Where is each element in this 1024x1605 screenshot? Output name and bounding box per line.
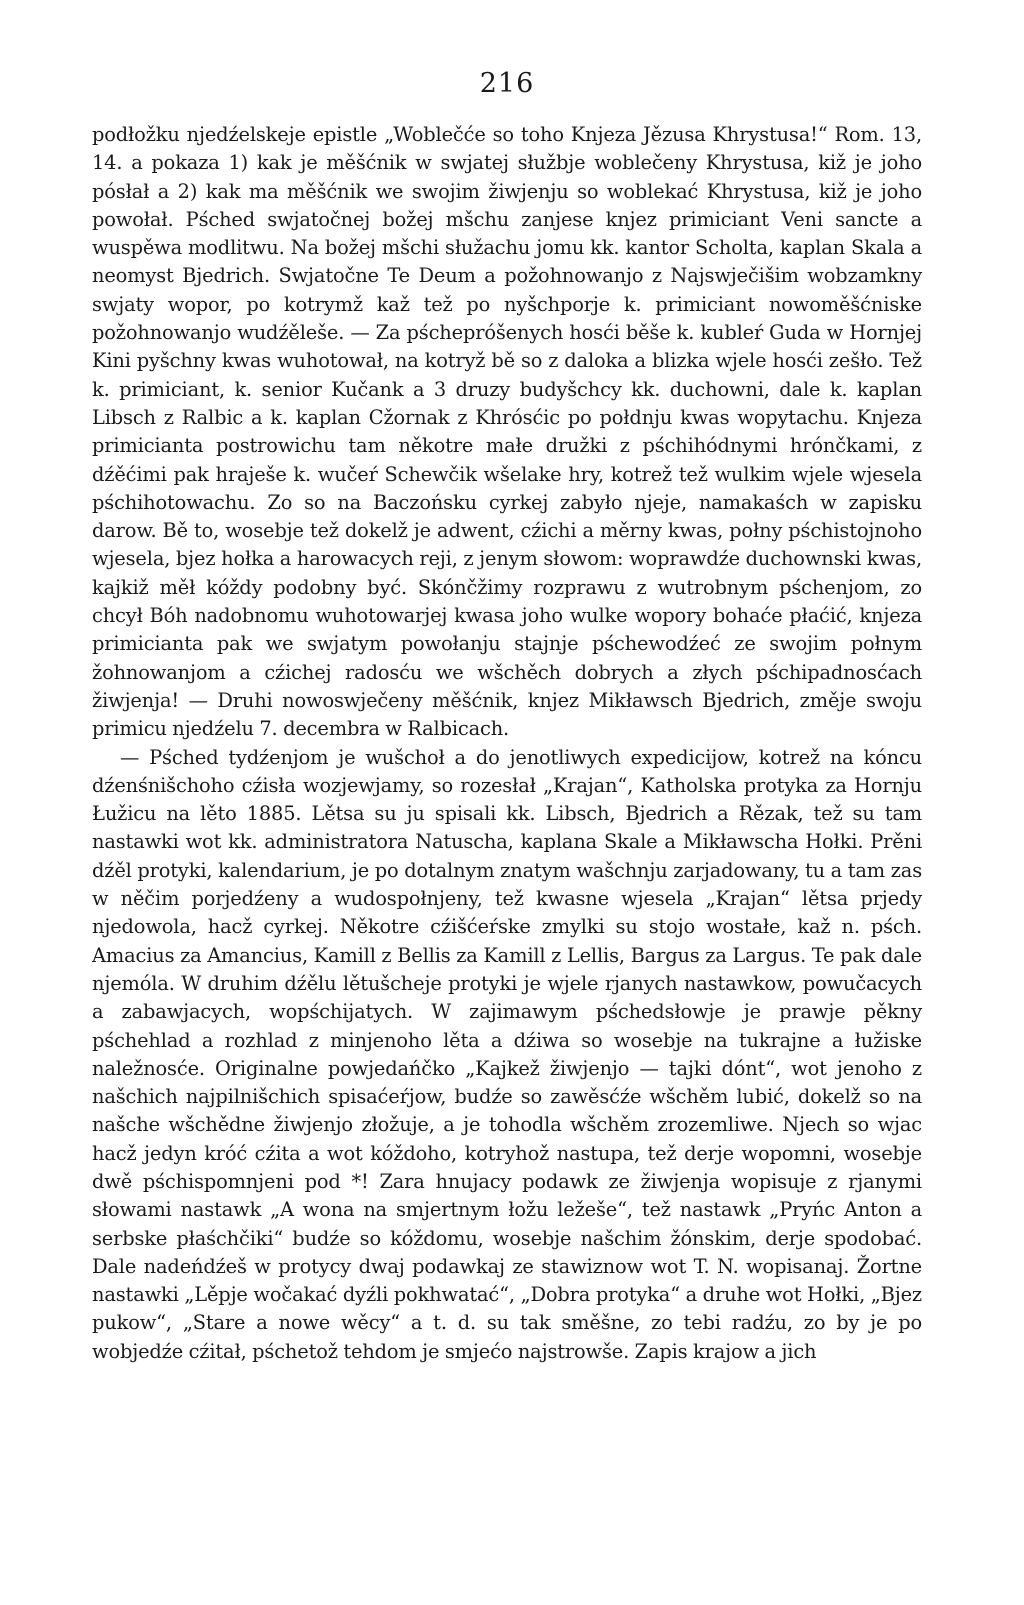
body-text bbox=[92, 121, 922, 1366]
page-number: 216 bbox=[479, 68, 535, 99]
paragraph-protyka: — Pśched tydźenjom je wušchoł a do jenotliwych expedicijow, kotrež na kóncu dźenśnišchoho cźisła wozjewjamy, so rozesłał „Krajan“, Katholska protyka za Hornju Łužicu na lěto 1885. Lětsa su ju spisali kk. Libsch, Bjedrich a Rězak, tež su tam nastawki wot kk. administratora Natuscha, kaplana Skale a Mikławscha Hołki. Prěni dźěl protyki, kalendarium, je po dotalnym znatym wašchnju zarjadowany, tu a tam zas w něčim porjedźeny a wudospołnjeny, tež kwasne wjesela „Krajan“ lětsa prjedy njedowola, hacž cyrkej. Někotre cźišćeŕske zmylki su stojo wostałe, kaž n. pśch. Amacius za Amancius, Kamill z Bellis za Kamill z Lellis, Bargus za Largus. Te pak dale njemóla. W druhim dźělu lětušcheje protyki je wjele rjanych nastawkow, powučacych a zabawjacych, wopśchijatych. W zajimawym pśchedsłowje je prawje pěkny pśchehlad a rozhlad z minjenoho lěta a dźiwa so wosebje na tukrajne a łužiske naležnosće. Originalne powjedańčko „Kajkež žiwjenjo — tajki dónt“, wot jenoho z našchich najpilnišchich spisaćeŕjow, budźe so zawěsćźe wšchěm lubić, dokelž so na našche wšchědne žiwjenjo złožuje, a je tohodla wšchěm zrozemliwe. Njech so wjac hacž jedyn króć cźita a wot kóždoho, kotryhož nastupa, tež derje wopomni, wosebje dwě pśchispomnjeni pod *! Zara hnujacy podawk ze žiwjenja wopisuje z rjanymi słowami nastawk „A wona na smjertnym łožu ležeše“, tež nastawk „Pryńc Anton a serbske płaśchčiki“ budźe so kóždomu, wosebje našchim žónskim, derje spodobać. Dale nadeńdźeš w protycy dwaj podawkaj ze stawiznow wot T. N. wopisanaj. Žortne nastawki „Lěpje wočakać dyźli pokhwatać“, „Dobra protyka“ a druhe wot Hołki, „Bjez pukow“, „Stare a nowe wěcy“ a t. d. su tak směšne, zo tebi radźu, zo by je po wobjedźe cźitał, pśchetož tehdom je smjećo najstrowše. Zapis krajow a jich bbox=[92, 745, 922, 1363]
paragraph-primicia: podłožku njedźelskeje epistle „Woblečće so toho Knjeza Jězusa Khrystusa!“ Rom. 13, 14. a pokaza 1) kak je měšćnik w swjatej słužbje woblečeny Khrystusa, kiž je joho pósłał a 2) kak ma měšćnik we swojim žiwjenju so woblekać Khrystusa, kiž je joho powołał. Pśched swjatočnej božej mšchu zanjese knjez primiciant Veni sancte a wuspěwa modlitwu. Na božej mšchi słužachu jomu kk. kantor Scholta, kaplan Skala a neomyst Bjedrich. Swjatočne Te Deum a požohnowanjo z Najswječišim wobzamkny swjaty wopor, po kotrymž kaž tež po nyšchporje k. primiciant nowoměšćniske požohnowanjo wudźěleše. — Za pśchepróšenych hosći běše k. kubleŕ Guda w Hornjej Kini pyšchny kwas wuhotował, na kotryž bě so z daloka a blizka wjele hosći zešło. Tež k. primiciant, k. senior Kučank a 3 druzy budyšchcy kk. duchowni, dale k. kaplan Libsch z Ralbic a k. kaplan Cžornak z Khrósćic po połdnju kwas wopytachu. Knjeza primicianta postrowichu tam někotre małe družki z pśchihódnymi hrónčkami, z dźěćimi pak hraješe k. wučeŕ Schewčik wšelake hry, kotrež tež wulkim wjele wjesela pśchihotowachu. Zo so na Baczońsku cyrkej zabyło njeje, namakaśch w zapisku darow. Bě to, wosebje tež dokelž je adwent, cźichi a měrny kwas, połny pśchistojnoho wjesela, bjez hołka a harowacych reji, z jenym słowom: woprawdźe duchownski kwas, kajkiž měł kóždy podobny być. Skónčžimy rozprawu z wutrobnym pśchenjom, zo chcył Bóh nadobnomu wuhotowarjej kwasa joho wulke wopory bohaće płaćić, knjeza primicianta pak we swjatym powołanju stajnje pśchewodźeć ze swojim połnym žohnowanjom a cźichej radosću we wšchěch dobrych a złych pśchipadnosćach žiwjenja! — Druhi nowoswječeny měšćnik, knjez Mikławsch Bjedrich, změje swoju primicu njedźelu 7. decembra w Ralbicach. bbox=[92, 123, 922, 741]
book-page bbox=[92, 68, 922, 1568]
